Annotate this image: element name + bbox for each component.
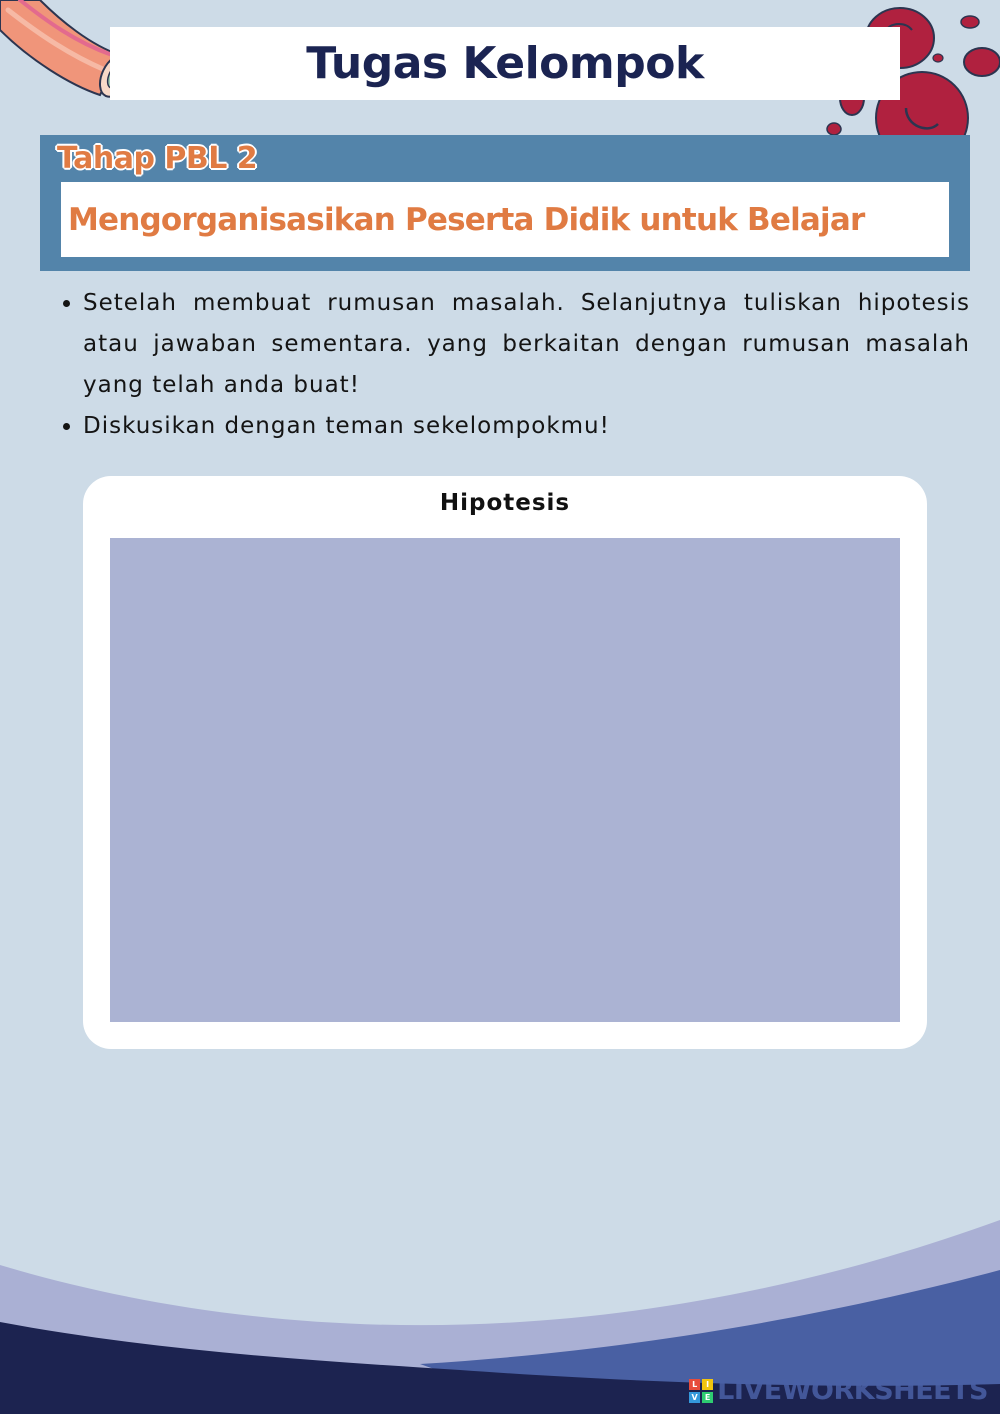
pbl-stage-heading: Mengorganisasikan Peserta Didik untuk Belajar	[68, 201, 865, 238]
hypothesis-title: Hipotesis	[439, 490, 571, 516]
hypothesis-card	[83, 476, 927, 1049]
title-banner	[110, 27, 900, 100]
pbl-stage-panel	[40, 135, 970, 271]
instruction-list	[50, 283, 970, 447]
logo-letter: E	[702, 1392, 713, 1403]
logo-letter: I	[702, 1379, 713, 1390]
hypothesis-answer-field[interactable]	[110, 538, 900, 1022]
liveworksheets-watermark	[689, 1375, 988, 1406]
pbl-heading-box	[61, 182, 949, 257]
watermark-text: LIVEWORKSHEETS	[717, 1375, 988, 1406]
logo-letter: L	[689, 1379, 700, 1390]
instruction-item: • Setelah membuat rumusan masalah. Selanjutnya tuliskan hipotesis atau jawaban sementara. yang berkaitan dengan rumusan masalah yang telah anda buat!	[83, 283, 970, 406]
instruction-item: • Diskusikan dengan teman sekelompokmu!	[83, 406, 970, 447]
page-title: Tugas Kelompok	[306, 38, 704, 89]
liveworksheets-logo-icon	[689, 1379, 713, 1403]
logo-letter: V	[689, 1392, 700, 1403]
pbl-stage-label: Tahap PBL 2	[57, 141, 258, 176]
